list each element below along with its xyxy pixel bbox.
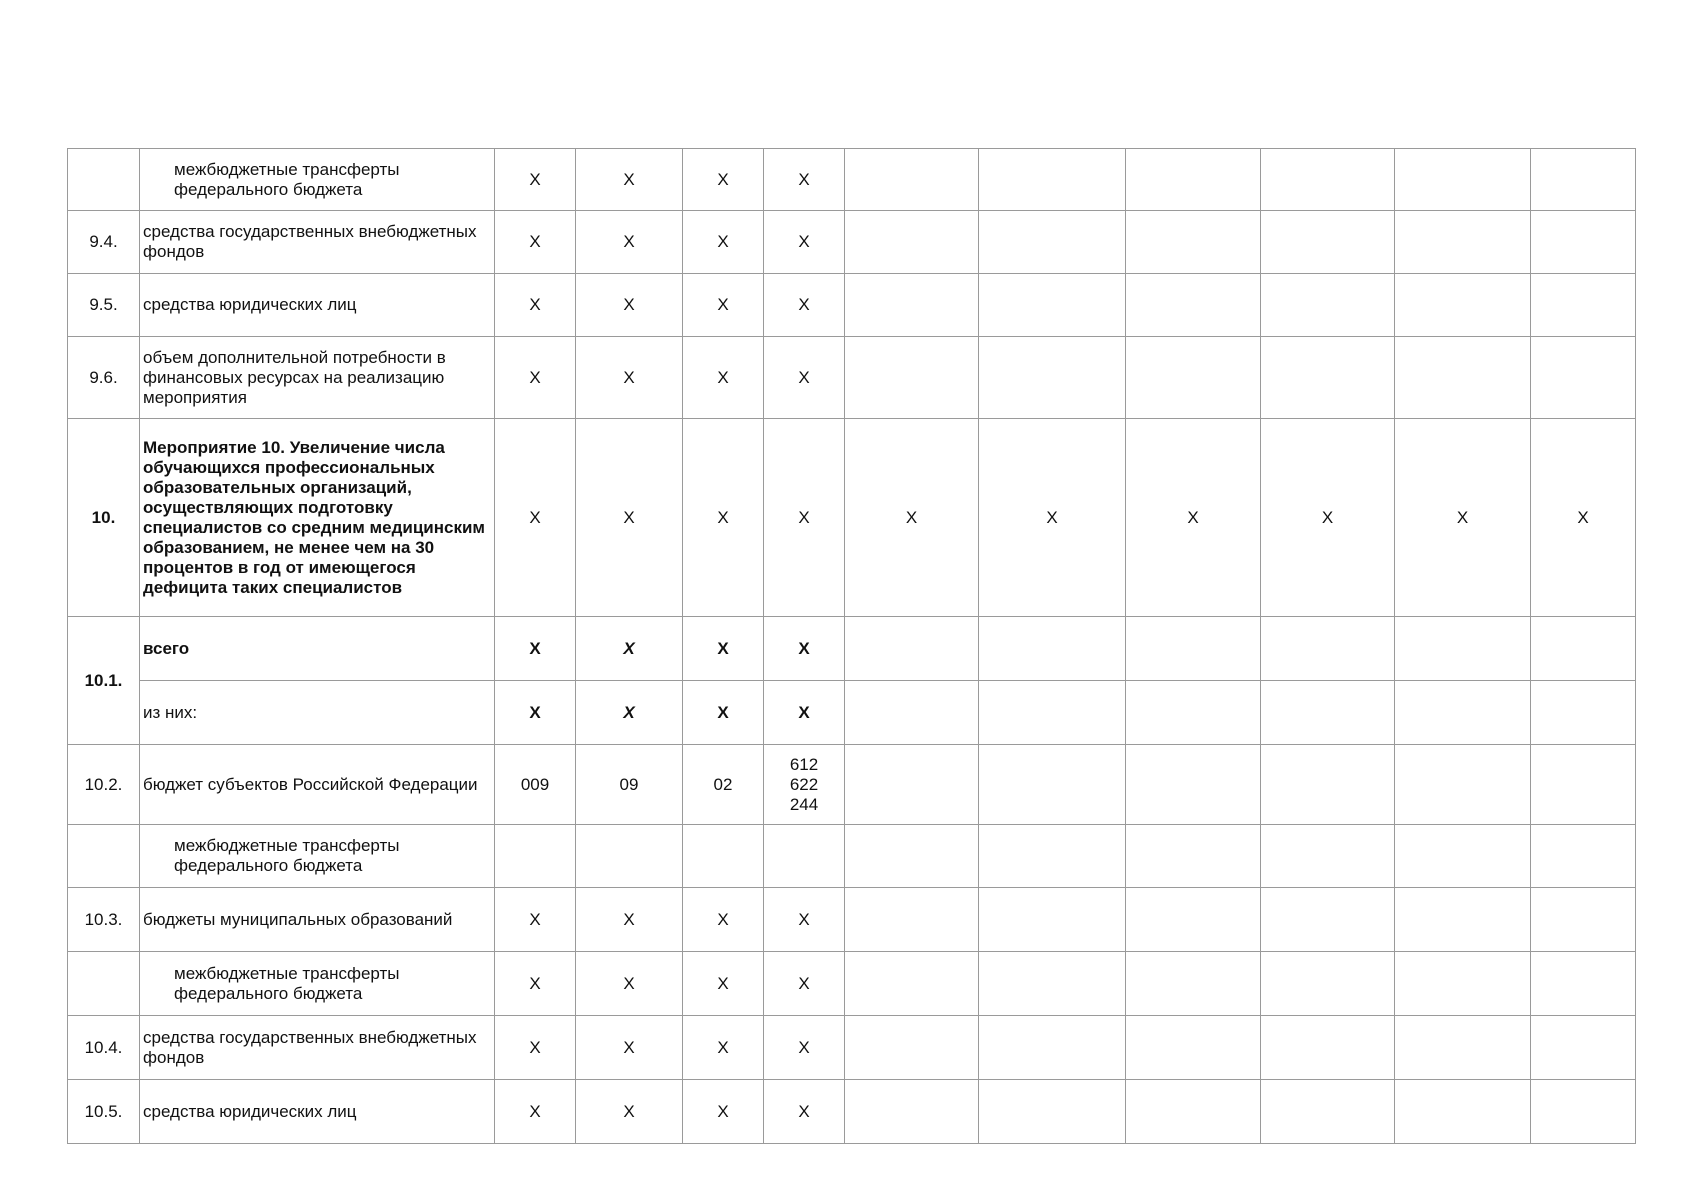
code-cell: X — [495, 952, 576, 1016]
table-row — [68, 1080, 1636, 1144]
code-cell: X — [683, 888, 764, 952]
year-cell — [1261, 211, 1395, 274]
year-cell — [1395, 681, 1531, 745]
table-row — [68, 211, 1636, 274]
row-description: межбюджетные трансферты федерального бюджета — [140, 952, 495, 1016]
code-cell: X — [764, 274, 845, 337]
row-number: 9.5. — [68, 274, 140, 337]
table-row — [68, 337, 1636, 419]
row-description: межбюджетные трансферты федерального бюджета — [140, 149, 495, 211]
year-cell — [1395, 952, 1531, 1016]
year-cell — [1395, 211, 1531, 274]
year-cell — [1531, 681, 1636, 745]
code-cell: X — [683, 1016, 764, 1080]
row-description: бюджет субъектов Российской Федерации — [140, 745, 495, 825]
year-cell — [1126, 745, 1261, 825]
code-cell: 009 — [495, 745, 576, 825]
year-cell — [1126, 825, 1261, 888]
row-description: объем дополнительной потребности в финансовых ресурсах на реализацию мероприятия — [140, 337, 495, 419]
row-number — [68, 149, 140, 211]
row-description: средства государственных внебюджетных фондов — [140, 211, 495, 274]
code-cell: X — [495, 337, 576, 419]
year-cell — [979, 952, 1126, 1016]
year-cell — [845, 337, 979, 419]
code-cell: X — [576, 1080, 683, 1144]
code-cell: X — [576, 1016, 683, 1080]
row-number: 10.3. — [68, 888, 140, 952]
year-cell — [1126, 1016, 1261, 1080]
year-cell — [1531, 211, 1636, 274]
code-cell: X — [495, 1016, 576, 1080]
code-cell: X — [495, 1080, 576, 1144]
code-cell: X — [764, 211, 845, 274]
year-cell — [1126, 1080, 1261, 1144]
code-cell: X — [576, 149, 683, 211]
code-cell: 612 622 244 — [764, 745, 845, 825]
year-cell — [845, 745, 979, 825]
code-cell: X — [495, 211, 576, 274]
year-cell — [1531, 952, 1636, 1016]
table-row — [68, 149, 1636, 211]
year-cell — [845, 952, 979, 1016]
code-cell: X — [764, 681, 845, 745]
year-cell — [1261, 825, 1395, 888]
table-row — [68, 952, 1636, 1016]
year-cell: X — [845, 419, 979, 617]
year-cell — [1261, 745, 1395, 825]
code-cell: 09 — [576, 745, 683, 825]
year-cell — [979, 681, 1126, 745]
code-cell: X — [576, 274, 683, 337]
year-cell — [979, 1080, 1126, 1144]
year-cell — [1531, 149, 1636, 211]
measure-title: Мероприятие 10. Увеличение числа обучающихся профессиональных образовательных организаций, осуществляющих подготовку специалистов со средним медицинским образованием, не менее чем на 30 процентов в год от имеющегося дефицита таких специалистов — [140, 419, 495, 617]
code-cell — [683, 825, 764, 888]
code-cell: 02 — [683, 745, 764, 825]
year-cell — [1261, 952, 1395, 1016]
year-cell — [1531, 745, 1636, 825]
year-cell — [1126, 888, 1261, 952]
year-cell — [1531, 1080, 1636, 1144]
table-row — [68, 419, 1636, 617]
year-cell — [1395, 617, 1531, 681]
year-cell — [979, 211, 1126, 274]
row-number: 10. — [68, 419, 140, 617]
year-cell — [1126, 149, 1261, 211]
row-number: 10.2. — [68, 745, 140, 825]
year-cell — [1531, 617, 1636, 681]
year-cell — [979, 1016, 1126, 1080]
year-cell — [1261, 274, 1395, 337]
code-cell: X — [683, 1080, 764, 1144]
year-cell: X — [1261, 419, 1395, 617]
year-cell — [979, 825, 1126, 888]
code-cell: X — [495, 419, 576, 617]
code-cell: X — [764, 337, 845, 419]
code-cell: X — [495, 617, 576, 681]
year-cell — [1126, 617, 1261, 681]
year-cell — [1395, 149, 1531, 211]
code-cell — [764, 825, 845, 888]
year-cell — [1531, 1016, 1636, 1080]
year-cell — [979, 888, 1126, 952]
year-cell — [1395, 745, 1531, 825]
year-cell — [1126, 337, 1261, 419]
row-description: из них: — [140, 681, 495, 745]
year-cell: X — [979, 419, 1126, 617]
year-cell — [1531, 888, 1636, 952]
year-cell — [1126, 681, 1261, 745]
year-cell — [979, 337, 1126, 419]
row-number: 9.4. — [68, 211, 140, 274]
code-cell: X — [764, 419, 845, 617]
row-description: бюджеты муниципальных образований — [140, 888, 495, 952]
year-cell — [1395, 337, 1531, 419]
table-row — [68, 274, 1636, 337]
year-cell: X — [1395, 419, 1531, 617]
year-cell — [845, 681, 979, 745]
row-description: средства юридических лиц — [140, 274, 495, 337]
code-cell: X — [683, 952, 764, 1016]
year-cell — [1261, 888, 1395, 952]
code-cell: X — [495, 681, 576, 745]
code-cell: X — [764, 149, 845, 211]
year-cell — [979, 617, 1126, 681]
row-number: 10.1. — [68, 617, 140, 745]
code-cell: X — [495, 149, 576, 211]
code-cell: X — [764, 1080, 845, 1144]
year-cell — [1126, 952, 1261, 1016]
row-number — [68, 952, 140, 1016]
year-cell — [979, 274, 1126, 337]
row-number: 9.6. — [68, 337, 140, 419]
year-cell — [1531, 825, 1636, 888]
code-cell: X — [764, 1016, 845, 1080]
code-cell: X — [576, 617, 683, 681]
year-cell — [1261, 149, 1395, 211]
year-cell — [845, 1016, 979, 1080]
code-cell: X — [495, 274, 576, 337]
code-cell: X — [764, 952, 845, 1016]
code-cell: X — [764, 888, 845, 952]
code-cell: X — [683, 274, 764, 337]
year-cell — [979, 745, 1126, 825]
year-cell — [1261, 337, 1395, 419]
code-cell: X — [576, 211, 683, 274]
year-cell: X — [1126, 419, 1261, 617]
year-cell — [1531, 337, 1636, 419]
row-number: 10.4. — [68, 1016, 140, 1080]
year-cell — [1395, 274, 1531, 337]
year-cell — [1261, 681, 1395, 745]
year-cell — [845, 1080, 979, 1144]
row-description: средства юридических лиц — [140, 1080, 495, 1144]
code-cell: X — [683, 337, 764, 419]
table-row — [68, 681, 1636, 745]
table-row — [68, 745, 1636, 825]
year-cell — [1261, 1080, 1395, 1144]
year-cell — [979, 149, 1126, 211]
year-cell — [845, 149, 979, 211]
year-cell — [1395, 1080, 1531, 1144]
year-cell — [1395, 1016, 1531, 1080]
code-cell: X — [576, 952, 683, 1016]
year-cell — [1395, 825, 1531, 888]
row-description: всего — [140, 617, 495, 681]
year-cell — [1395, 888, 1531, 952]
table-row — [68, 825, 1636, 888]
row-number: 10.5. — [68, 1080, 140, 1144]
code-cell: X — [576, 419, 683, 617]
code-cell: X — [495, 888, 576, 952]
code-cell: X — [683, 419, 764, 617]
code-cell: X — [576, 888, 683, 952]
code-cell: X — [576, 337, 683, 419]
code-cell: X — [683, 681, 764, 745]
year-cell — [1531, 274, 1636, 337]
year-cell — [1261, 1016, 1395, 1080]
table-row — [68, 888, 1636, 952]
row-number — [68, 825, 140, 888]
code-cell — [576, 825, 683, 888]
year-cell — [845, 617, 979, 681]
year-cell — [845, 888, 979, 952]
year-cell — [1261, 617, 1395, 681]
year-cell: X — [1531, 419, 1636, 617]
row-description: средства государственных внебюджетных фондов — [140, 1016, 495, 1080]
year-cell — [845, 274, 979, 337]
year-cell — [1126, 274, 1261, 337]
code-cell: X — [683, 211, 764, 274]
row-description: межбюджетные трансферты федерального бюджета — [140, 825, 495, 888]
code-cell: X — [683, 149, 764, 211]
budget-table — [67, 148, 1636, 1144]
code-cell: X — [764, 617, 845, 681]
code-cell: X — [576, 681, 683, 745]
table-row — [68, 617, 1636, 681]
year-cell — [1126, 211, 1261, 274]
code-cell — [495, 825, 576, 888]
table-row — [68, 1016, 1636, 1080]
year-cell — [845, 211, 979, 274]
code-cell: X — [683, 617, 764, 681]
year-cell — [845, 825, 979, 888]
